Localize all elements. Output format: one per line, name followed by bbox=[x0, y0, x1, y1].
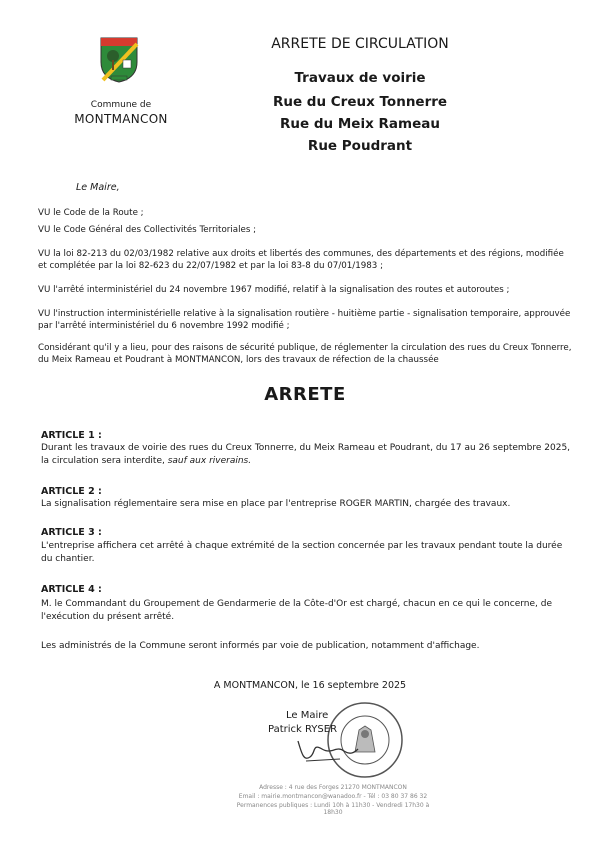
maire-label: Le Maire, bbox=[76, 182, 120, 193]
article-text-main: Durant les travaux de voirie des rues du Creux Tonnerre, du Meix Rameau et Poudrant, du 17 au 26 septembre 2025, la circulation sera interdite, bbox=[41, 443, 571, 466]
subtitle-line: Rue du Creux Tonnerre bbox=[272, 94, 448, 110]
arrete-heading: ARRETE bbox=[264, 384, 346, 405]
handwritten-signature bbox=[292, 735, 362, 769]
article-heading: ARTICLE 1 : bbox=[41, 430, 102, 441]
article-text: La signalisation réglementaire sera mise en place par l'entreprise ROGER MARTIN, chargée des travaux. bbox=[41, 499, 511, 509]
subtitle-line: Rue du Meix Rameau bbox=[280, 116, 440, 132]
subtitle-line: Rue Poudrant bbox=[307, 138, 413, 154]
article-heading: ARTICLE 3 : bbox=[41, 527, 102, 538]
closing-paragraph: Les administrés de la Commune seront informés par voie de publication, notamment d'affichage. bbox=[41, 641, 480, 651]
vu-paragraph: VU le Code Général des Collectivités Territoriales ; bbox=[38, 225, 257, 235]
article-text: L'entreprise affichera cet arrêté à chaque extrémité de la section concernée par les travaux pendant toute la durée du chantier. bbox=[41, 541, 563, 564]
signature-name: Patrick RYSER bbox=[268, 724, 338, 735]
article-text-emphasis: sauf aux riverains. bbox=[167, 456, 252, 466]
commune-prefix: Commune de bbox=[90, 100, 152, 110]
subtitle-line: Travaux de voirie bbox=[294, 70, 426, 86]
considerant-paragraph: Considérant qu'il y a lieu, pour des raisons de sécurité publique, de réglementer la circulation des rues du Creux Tonnerre, du Meix Rameau et Poudrant à MONTMANCON, lors des travaux de réfection de la chaussée bbox=[38, 343, 572, 365]
footer-hours: Permanences publiques : Lundi 10h à 11h30 - Vendredi 17h30 à 18h30 bbox=[236, 802, 430, 816]
document-title: ARRETE DE CIRCULATION bbox=[271, 36, 449, 52]
footer-address: Adresse : 4 rue des Forges 21270 MONTMANCON bbox=[259, 784, 407, 791]
article-heading: ARTICLE 4 : bbox=[41, 584, 102, 595]
article-text: M. le Commandant du Groupement de Gendarmerie de la Côte-d'Or est chargé, chacun en ce qui le concerne, de l'exécution du présent arrêté. bbox=[41, 599, 552, 622]
article-heading: ARTICLE 2 : bbox=[41, 486, 102, 497]
place-date: A MONTMANCON, le 16 septembre 2025 bbox=[213, 680, 407, 691]
footer-contact: Email : mairie.montmancon@wanadoo.fr - Tél : 03 80 37 86 32 bbox=[238, 793, 428, 800]
article-text bbox=[41, 442, 574, 468]
commune-name: MONTMANCON bbox=[74, 112, 168, 126]
signature-role: Le Maire bbox=[286, 710, 329, 721]
vu-paragraph: VU l'arrêté interministériel du 24 novembre 1967 modifié, relatif à la signalisation des routes et autoroutes ; bbox=[38, 285, 510, 295]
vu-paragraph: VU l'instruction interministérielle relative à la signalisation routière - huitième partie - signalisation temporaire, approuvée par l'arrêté interministériel du 6 novembre 1992 modifié ; bbox=[38, 309, 571, 331]
vu-paragraph: VU le Code de la Route ; bbox=[38, 208, 144, 218]
commune-coat-of-arms bbox=[97, 34, 141, 84]
vu-paragraph: VU la loi 82-213 du 02/03/1982 relative aux droits et libertés des communes, des départements et des régions, modifiée et complétée par la loi 82-623 du 22/07/1982 et par la loi 83-8 du 07/01/1983 ; bbox=[38, 249, 564, 271]
